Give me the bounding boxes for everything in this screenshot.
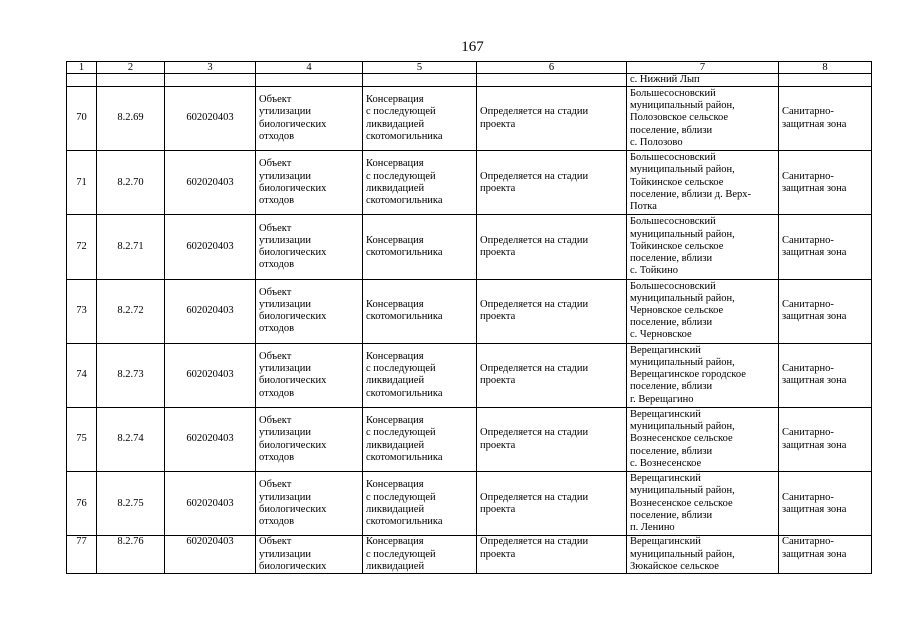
parameters-cell: Определяется на стадии проекта	[477, 151, 627, 215]
row-number-cell: 70	[67, 87, 97, 151]
zone-cell: Санитарно- защитная зона	[779, 407, 872, 471]
location-cell: Верещагинский муниципальный район, Верещагинское городское поселение, вблизи г. Верещагино	[627, 343, 779, 407]
action-cell: Консервация с последующей ликвидацией скотомогильника	[363, 87, 477, 151]
classifier-code-cell: 602020403	[165, 279, 256, 343]
item-code-cell: 8.2.73	[97, 343, 165, 407]
action-cell: Консервация с последующей ликвидацией	[363, 536, 477, 574]
parameters-cell: Определяется на стадии проекта	[477, 536, 627, 574]
classifier-code-cell: 602020403	[165, 536, 256, 574]
row-number-cell: 76	[67, 472, 97, 536]
column-header: 3	[165, 62, 256, 74]
column-number-header	[67, 62, 872, 74]
row-number-cell: 72	[67, 215, 97, 279]
action-cell: Консервация скотомогильника	[363, 279, 477, 343]
item-code-cell: 8.2.74	[97, 407, 165, 471]
parameters-cell: Определяется на стадии проекта	[477, 215, 627, 279]
object-type-cell: Объект утилизации биологических отходов	[256, 279, 363, 343]
table-row	[67, 87, 872, 151]
parameters-cell: Определяется на стадии проекта	[477, 87, 627, 151]
table-row	[67, 536, 872, 574]
row-number-cell: 75	[67, 407, 97, 471]
location-cell: Большесосновский муниципальный район, Черновское сельское поселение, вблизи с. Черновское	[627, 279, 779, 343]
item-code-cell: 8.2.71	[97, 215, 165, 279]
object-type-cell: Объект утилизации биологических отходов	[256, 343, 363, 407]
location-cell: с. Нижний Лып	[627, 74, 779, 87]
classifier-code-cell: 602020403	[165, 343, 256, 407]
table-row	[67, 279, 872, 343]
parameters-cell: Определяется на стадии проекта	[477, 472, 627, 536]
classifier-code-cell: 602020403	[165, 151, 256, 215]
row-number-cell: 77	[67, 536, 97, 574]
item-code-cell: 8.2.76	[97, 536, 165, 574]
classifier-code-cell: 602020403	[165, 87, 256, 151]
table-row	[67, 472, 872, 536]
object-type-cell: Объект утилизации биологических отходов	[256, 472, 363, 536]
zone-cell: Санитарно- защитная зона	[779, 215, 872, 279]
item-code-cell: 8.2.69	[97, 87, 165, 151]
zone-cell: Санитарно- защитная зона	[779, 472, 872, 536]
action-cell: Консервация с последующей ликвидацией скотомогильника	[363, 343, 477, 407]
item-code-cell: 8.2.75	[97, 472, 165, 536]
column-header: 4	[256, 62, 363, 74]
column-header: 1	[67, 62, 97, 74]
location-cell: Верещагинский муниципальный район, Вознесенское сельское поселение, вблизи п. Ленино	[627, 472, 779, 536]
location-cell: Большесосновский муниципальный район, Тойкинское сельское поселение, вблизи д. Верх- Потка	[627, 151, 779, 215]
table-row	[67, 407, 872, 471]
action-cell: Консервация с последующей ликвидацией скотомогильника	[363, 472, 477, 536]
object-type-cell: Объект утилизации биологических	[256, 536, 363, 574]
parameters-cell: Определяется на стадии проекта	[477, 343, 627, 407]
table-row	[67, 215, 872, 279]
column-header: 8	[779, 62, 872, 74]
row-number-cell: 74	[67, 343, 97, 407]
classifier-code-cell: 602020403	[165, 407, 256, 471]
table-row	[67, 151, 872, 215]
column-header: 7	[627, 62, 779, 74]
object-type-cell: Объект утилизации биологических отходов	[256, 215, 363, 279]
column-header: 5	[363, 62, 477, 74]
parameters-cell: Определяется на стадии проекта	[477, 407, 627, 471]
location-cell: Верещагинский муниципальный район, Зюкайское сельское	[627, 536, 779, 574]
object-type-cell: Объект утилизации биологических отходов	[256, 407, 363, 471]
location-cell: Большесосновский муниципальный район, Тойкинское сельское поселение, вблизи с. Тойкино	[627, 215, 779, 279]
column-header: 6	[477, 62, 627, 74]
location-cell: Верещагинский муниципальный район, Вознесенское сельское поселение, вблизи с. Вознесенское	[627, 407, 779, 471]
location-cell: Большесосновский муниципальный район, Полозовское сельское поселение, вблизи с. Полозово	[627, 87, 779, 151]
column-header: 2	[97, 62, 165, 74]
item-code-cell: 8.2.72	[97, 279, 165, 343]
zone-cell: Санитарно- защитная зона	[779, 151, 872, 215]
classifier-code-cell: 602020403	[165, 215, 256, 279]
action-cell: Консервация с последующей ликвидацией скотомогильника	[363, 151, 477, 215]
object-type-cell: Объект утилизации биологических отходов	[256, 87, 363, 151]
action-cell: Консервация с последующей ликвидацией скотомогильника	[363, 407, 477, 471]
row-number-cell: 73	[67, 279, 97, 343]
zone-cell: Санитарно- защитная зона	[779, 343, 872, 407]
row-number-cell: 71	[67, 151, 97, 215]
action-cell: Консервация скотомогильника	[363, 215, 477, 279]
table-row	[67, 343, 872, 407]
zone-cell: Санитарно- защитная зона	[779, 87, 872, 151]
registry-table	[66, 61, 872, 574]
zone-cell: Санитарно- защитная зона	[779, 536, 872, 574]
item-code-cell: 8.2.70	[97, 151, 165, 215]
classifier-code-cell: 602020403	[165, 472, 256, 536]
object-type-cell: Объект утилизации биологических отходов	[256, 151, 363, 215]
page-number: 167	[461, 39, 484, 55]
zone-cell: Санитарно- защитная зона	[779, 279, 872, 343]
continuation-row	[67, 74, 872, 87]
parameters-cell: Определяется на стадии проекта	[477, 279, 627, 343]
